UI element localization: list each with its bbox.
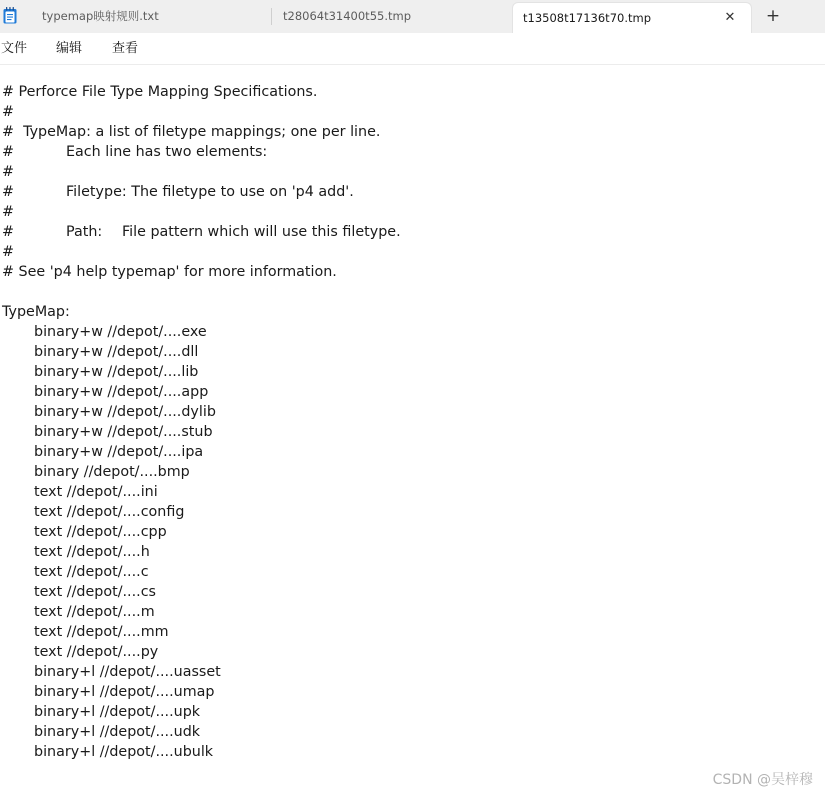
close-icon[interactable]: ✕ — [724, 10, 736, 25]
editor-line-text: Filetype: The filetype to use on 'p4 add'. — [66, 184, 354, 200]
editor-line-text: # — [2, 204, 14, 220]
editor-line-text: File pattern which will use this filetype. — [122, 224, 401, 240]
editor-line-text: binary+l //depot/....umap — [34, 684, 215, 700]
editor-line-text: binary+l //depot/....ubulk — [34, 744, 214, 760]
editor-line-text: text //depot/....py — [34, 644, 159, 660]
editor-line-text: Each line has two elements: — [66, 144, 268, 160]
editor-line-text: binary+w //depot/....exe — [34, 324, 207, 340]
tab-bar — [0, 0, 825, 33]
editor-line-text: text //depot/....ini — [34, 484, 158, 500]
editor-line-text: binary+l //depot/....udk — [34, 724, 201, 740]
editor-line-text: text //depot/....m — [34, 604, 155, 620]
add-tab-icon[interactable]: + — [765, 6, 781, 26]
editor-line-text: # Perforce File Type Mapping Specifications. — [2, 84, 318, 100]
editor-line-text: # — [2, 144, 14, 160]
editor-line-text: binary //depot/....bmp — [34, 464, 190, 480]
tab-label: t28064t31400t55.tmp — [283, 9, 411, 23]
menu-file[interactable]: 文件 — [1, 41, 28, 56]
editor-line-text: # See 'p4 help typemap' for more information. — [2, 264, 337, 280]
text-editor-area[interactable] — [0, 65, 825, 795]
editor-line-text: # — [2, 184, 14, 200]
editor-line-text: Path: — [66, 224, 103, 240]
editor-line-text: binary+w //depot/....stub — [34, 424, 213, 440]
tab-t13508-tmp-active[interactable] — [512, 2, 752, 33]
editor-line-text: # — [2, 244, 14, 260]
editor-line-text: text //depot/....cpp — [34, 524, 167, 540]
editor-line-text: binary+w //depot/....app — [34, 384, 209, 400]
editor-line-text: binary+w //depot/....dylib — [34, 404, 216, 420]
tab-typemap-txt[interactable] — [30, 0, 270, 33]
menu-bar — [0, 33, 825, 65]
notepad-app-icon — [3, 7, 17, 24]
editor-line-text: binary+w //depot/....dll — [34, 344, 199, 360]
editor-line-text: # — [2, 164, 14, 180]
editor-line-text: text //depot/....config — [34, 504, 185, 520]
editor-line-text: # TypeMap: a list of filetype mappings; one per line. — [2, 124, 381, 140]
editor-line-text: binary+w //depot/....ipa — [34, 444, 204, 460]
tab-label: t13508t17136t70.tmp — [523, 11, 651, 25]
editor-line-text: binary+w //depot/....lib — [34, 364, 199, 380]
editor-line-text: binary+l //depot/....upk — [34, 704, 201, 720]
editor-line-text: text //depot/....mm — [34, 624, 169, 640]
editor-line-text: # — [2, 224, 14, 240]
tab-t28064-tmp[interactable] — [272, 0, 510, 33]
csdn-watermark: CSDN @吴梓穆 — [712, 772, 813, 788]
editor-line-text: text //depot/....c — [34, 564, 149, 580]
menu-edit[interactable]: 编辑 — [56, 41, 83, 56]
editor-line-text: text //depot/....cs — [34, 584, 156, 600]
editor-line-text: binary+l //depot/....uasset — [34, 664, 221, 680]
menu-view[interactable]: 查看 — [112, 41, 139, 56]
editor-line-text: TypeMap: — [2, 304, 70, 320]
tab-label: typemap映射规则.txt — [42, 9, 159, 23]
editor-line-text: text //depot/....h — [34, 544, 150, 560]
editor-line-text: # — [2, 104, 14, 120]
